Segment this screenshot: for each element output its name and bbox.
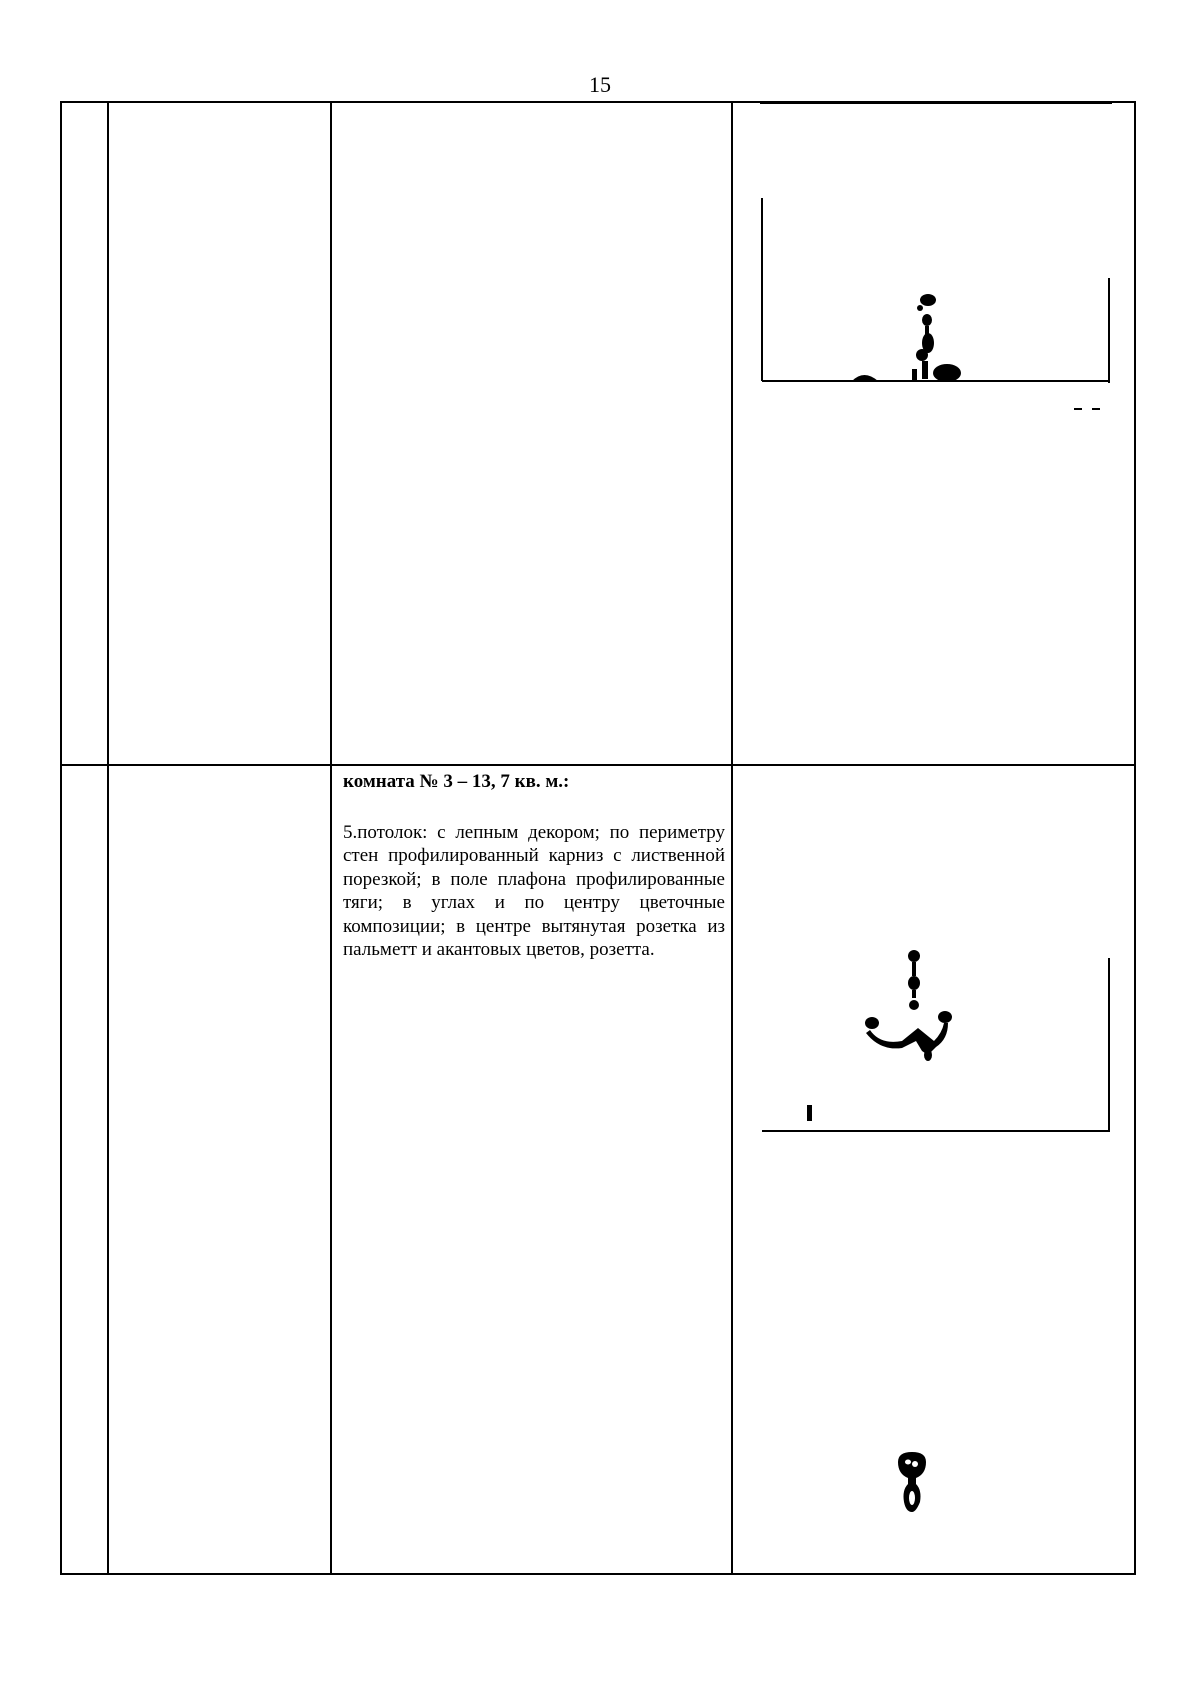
- description-table: [60, 101, 1136, 1575]
- column-divider: [107, 103, 109, 1573]
- ceiling-photo-icon: [752, 833, 1132, 1163]
- room-heading: комната № 3 – 13, 7 кв. м.:: [343, 771, 570, 792]
- page-number: 15: [589, 72, 611, 97]
- rosette-photo-icon: [882, 1448, 942, 1528]
- room-description: 5.потолок: с лепным декором; по периметру стен профилированный карниз с лиственной порезкой; в поле плафона профилированные тяги; в углах и по центру цветочные композиции; в центре вытянутая розетка из пальметт и акантовых цветов, розетта.: [343, 822, 725, 961]
- room-description-cell: [343, 769, 725, 961]
- ceiling-photo-icon: [752, 93, 1132, 513]
- row-divider: [62, 764, 1134, 766]
- column-divider: [731, 103, 733, 1573]
- column-divider: [330, 103, 332, 1573]
